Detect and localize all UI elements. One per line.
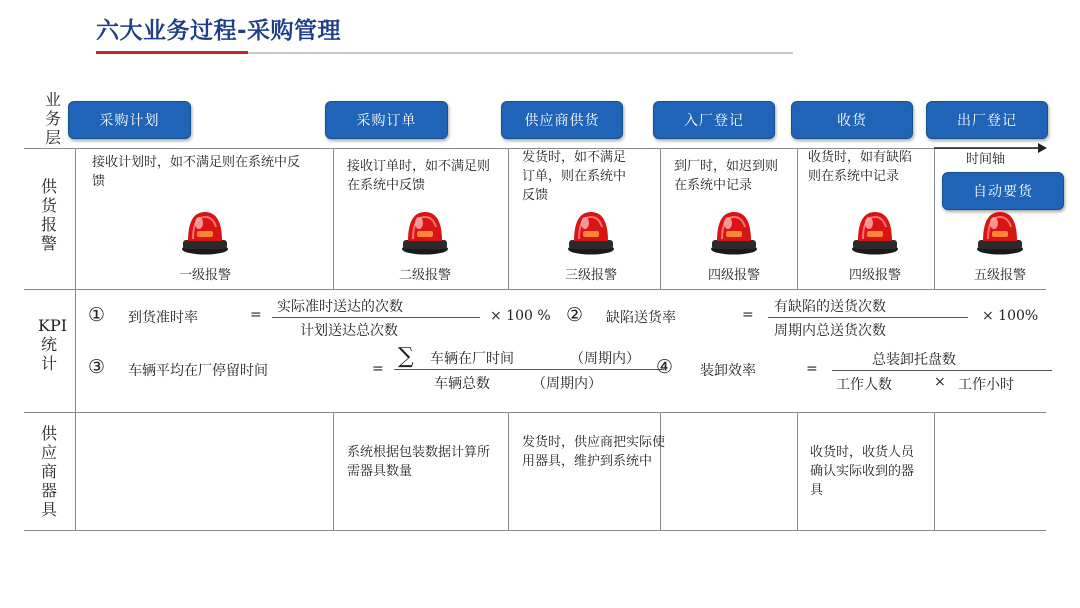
kpi-number-2: ② bbox=[566, 304, 584, 326]
kpi-denominator-2: 周期内总送货次数 bbox=[774, 323, 886, 339]
process-step-outbound-registration[interactable]: 出厂登记 bbox=[926, 101, 1048, 139]
kpi-name-4: 装卸效率 bbox=[700, 363, 756, 379]
container-text-5: 收货时，收货人员确认实际收到的器具 bbox=[810, 445, 915, 498]
siren-icon bbox=[401, 209, 449, 255]
kpi-name-3: 车辆平均在厂停留时间 bbox=[128, 363, 268, 379]
grid-divider-c3 bbox=[660, 412, 661, 530]
grid-divider-5 bbox=[934, 148, 935, 289]
alarm-level-1: 一级报警 bbox=[178, 268, 231, 283]
kpi-numerator-1: 实际准时送达的次数 bbox=[277, 299, 403, 315]
alarm-level-4: 四级报警 bbox=[707, 268, 760, 283]
alarm-level-3: 三级报警 bbox=[564, 268, 617, 283]
kpi-number-4: ④ bbox=[656, 356, 674, 378]
alarm-text-4: 到厂时，如迟到则在系统中记录 bbox=[674, 159, 779, 193]
grid-line-kpi-bottom bbox=[24, 412, 1046, 413]
alarm-level-5: 四级报警 bbox=[848, 268, 901, 283]
grid-divider-1 bbox=[333, 148, 334, 289]
kpi-fraction-line-1 bbox=[272, 317, 480, 318]
kpi-name-2: 缺陷送货率 bbox=[606, 310, 676, 326]
row-label-kpi bbox=[38, 316, 68, 373]
kpi-multiplier-1: × 100 % bbox=[490, 308, 551, 324]
grid-divider-c4 bbox=[797, 412, 798, 530]
siren-icon bbox=[181, 209, 229, 255]
kpi-denominator-period-3: （周期内） bbox=[532, 376, 602, 392]
title-underline bbox=[248, 52, 793, 54]
alarm-level-2: 二级报警 bbox=[398, 268, 451, 283]
kpi-numerator-2: 有缺陷的送货次数 bbox=[774, 299, 886, 315]
grid-divider-c1 bbox=[333, 412, 334, 530]
process-step-purchase-order[interactable]: 采购订单 bbox=[325, 101, 448, 139]
kpi-numerator-period-3: （周期内） bbox=[570, 351, 640, 367]
siren-icon bbox=[976, 209, 1024, 255]
kpi-multiplier-2: × 100% bbox=[982, 308, 1039, 324]
row-label-container: 供应商器具 bbox=[40, 424, 57, 519]
kpi-eq-2: = bbox=[742, 307, 754, 323]
kpi-number-1: ① bbox=[88, 304, 106, 326]
auto-request-button[interactable]: 自动要货 bbox=[942, 172, 1064, 210]
grid-divider-4 bbox=[797, 148, 798, 289]
kpi-eq-1: = bbox=[250, 307, 262, 323]
kpi-name-1: 到货准时率 bbox=[128, 310, 198, 326]
process-step-supplier-delivery[interactable]: 供应商供货 bbox=[501, 101, 623, 139]
alarm-text-3: 发货时，如不满足订单，则在系统中反馈 bbox=[522, 150, 627, 203]
container-text-2: 系统根据包装数据计算所需器具数量 bbox=[347, 445, 491, 479]
grid-line-alarm-bottom bbox=[24, 289, 1046, 290]
grid-divider-2 bbox=[508, 148, 509, 289]
kpi-denominator-3: 车辆总数 bbox=[434, 376, 490, 392]
kpi-times-4: × bbox=[934, 374, 946, 390]
page-title: 六大业务过程-采购管理 bbox=[96, 18, 342, 44]
alarm-text-1: 接收计划时，如不满足则在系统中反馈 bbox=[92, 155, 301, 189]
grid-divider-3 bbox=[660, 148, 661, 289]
container-text-3: 发货时，供应商把实际使用器具，维护到系统中 bbox=[522, 435, 666, 469]
process-step-purchase-plan[interactable]: 采购计划 bbox=[68, 101, 191, 139]
alarm-text-2: 接收订单时，如不满足则在系统中反馈 bbox=[347, 159, 491, 193]
row-label-kpi-text: KPI统计 bbox=[38, 316, 68, 373]
kpi-eq-3: = bbox=[372, 361, 384, 377]
row-label-business: 业务层 bbox=[44, 90, 61, 147]
kpi-denominator-1: 计划送达总次数 bbox=[300, 323, 398, 339]
kpi-number-3: ③ bbox=[88, 356, 106, 378]
kpi-eq-4: = bbox=[806, 361, 818, 377]
siren-icon bbox=[710, 209, 758, 255]
kpi-fraction-line-4 bbox=[832, 370, 1052, 371]
grid-divider-c5 bbox=[934, 412, 935, 530]
alarm-text-5: 收货时，如有缺陷则在系统中记录 bbox=[808, 150, 913, 184]
kpi-numerator-3: 车辆在厂时间 bbox=[430, 351, 514, 367]
siren-icon bbox=[851, 209, 899, 255]
grid-line-label-column bbox=[75, 148, 76, 530]
alarm-level-6: 五级报警 bbox=[973, 268, 1026, 283]
siren-icon bbox=[567, 209, 615, 255]
process-step-receiving[interactable]: 收货 bbox=[791, 101, 913, 139]
title-underline-accent bbox=[96, 51, 248, 54]
timeline-label: 时间轴 bbox=[966, 152, 1006, 167]
kpi-sigma-3: ∑ bbox=[398, 344, 414, 369]
kpi-numerator-4: 总装卸托盘数 bbox=[872, 352, 956, 368]
kpi-denominator-4: 工作人数 bbox=[836, 377, 892, 393]
kpi-fraction-line-2 bbox=[768, 317, 968, 318]
kpi-fraction-line-3 bbox=[394, 369, 664, 370]
process-step-inbound-registration[interactable]: 入厂登记 bbox=[653, 101, 775, 139]
grid-line-bottom bbox=[24, 530, 1046, 531]
kpi-denominator2-4: 工作小时 bbox=[958, 377, 1014, 393]
grid-divider-c2 bbox=[508, 412, 509, 530]
row-label-alarm: 供货报警 bbox=[40, 177, 57, 253]
